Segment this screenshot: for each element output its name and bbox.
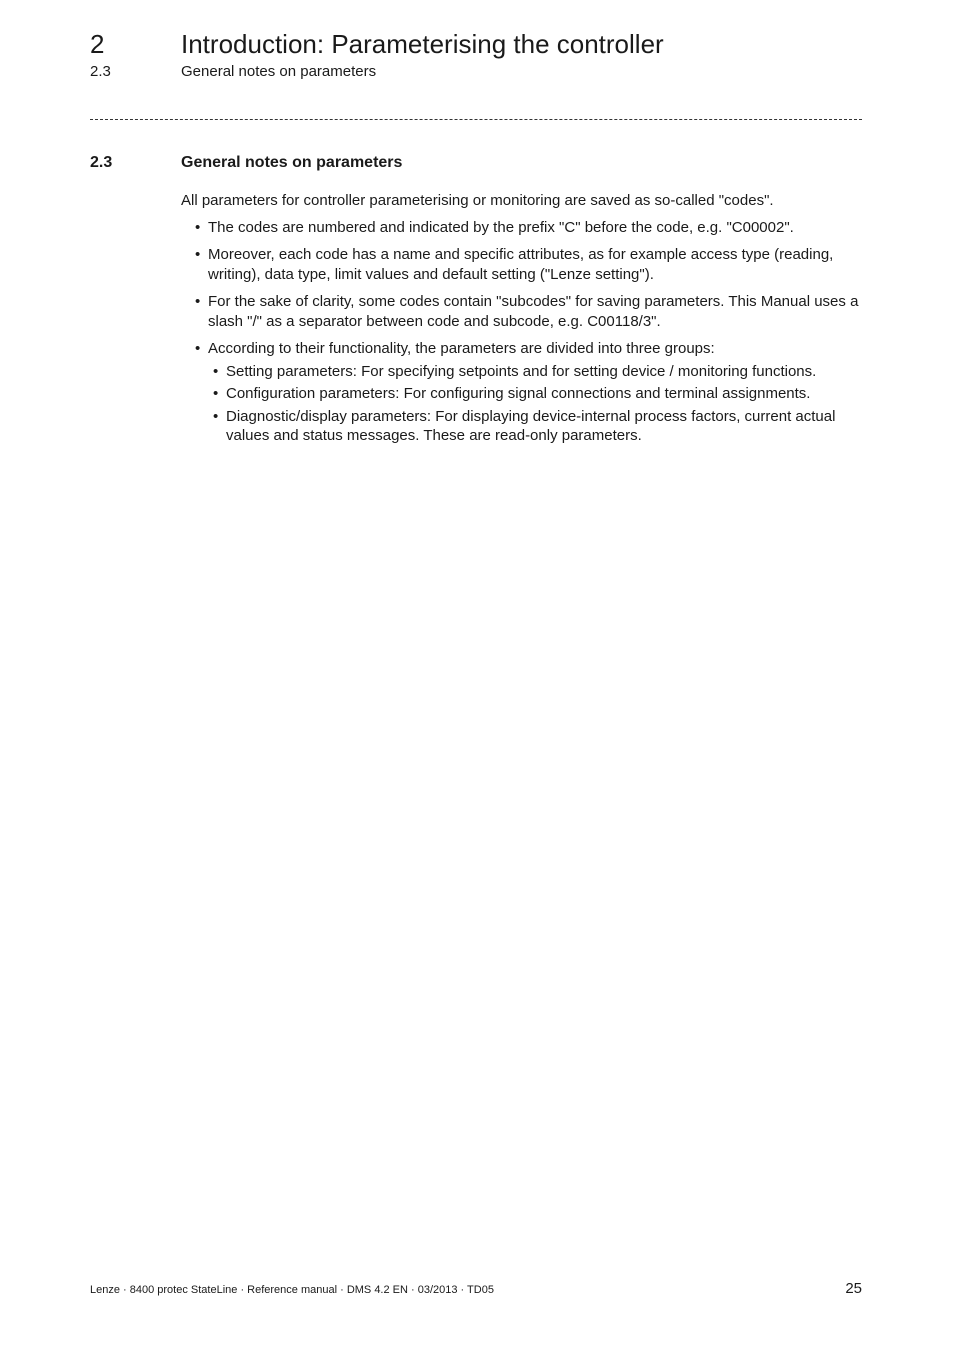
header-divider (90, 119, 862, 120)
list-item (181, 245, 866, 284)
footer-text: Lenze · 8400 protec StateLine · Reference manual · DMS 4.2 EN · 03/2013 · TD05 (90, 1284, 494, 1296)
sub-bullet-list (208, 362, 866, 446)
bullet-list (181, 218, 866, 446)
bullet-icon: • (213, 385, 219, 402)
bullet-icon: • (213, 362, 219, 380)
bullet-icon: • (195, 246, 201, 263)
sub-list-item-text: Configuration parameters: For configuring signal connections and terminal assignments. (226, 385, 811, 402)
list-item-text: For the sake of clarity, some codes contain "subcodes" for saving parameters. This Manual uses a slash "/" as a separator between code and subcode, e.g. C00118/3". (208, 293, 859, 330)
bullet-icon: • (195, 340, 201, 357)
sub-list-item (208, 407, 866, 446)
list-item-text: The codes are numbered and indicated by the prefix "C" before the code, e.g. "C00002". (208, 218, 794, 236)
sub-list-item-text: Setting parameters: For specifying setpoints and for setting device / monitoring functions. (226, 362, 817, 380)
bullet-icon: • (213, 407, 219, 425)
header-section-number: 2.3 (90, 63, 111, 80)
bullet-icon: • (195, 293, 201, 310)
section-number: 2.3 (90, 154, 113, 171)
list-item-text: According to their functionality, the parameters are divided into three groups: (208, 340, 715, 357)
sub-list-item (208, 384, 866, 404)
section-body (181, 191, 866, 454)
chapter-title: Introduction: Parameterising the controller (181, 29, 664, 59)
sub-list-item-text: Diagnostic/display parameters: For displaying device-internal process factors, current actual values and status messages. These are read-only parameters. (226, 407, 836, 444)
intro-paragraph: All parameters for controller parameterising or monitoring are saved as so-called "codes". (181, 192, 774, 209)
bullet-icon: • (195, 218, 201, 236)
list-item (181, 339, 866, 446)
header-section-title: General notes on parameters (181, 63, 377, 80)
chapter-number: 2 (90, 29, 105, 59)
page-number: 25 (845, 1280, 862, 1297)
list-item (181, 292, 866, 331)
list-item (181, 218, 866, 238)
section-heading: General notes on parameters (181, 154, 403, 171)
list-item-text: Moreover, each code has a name and specific attributes, as for example access type (reading, writing), data type, limit values and default setting ("Lenze setting"). (208, 246, 834, 283)
sub-list-item (208, 362, 866, 382)
